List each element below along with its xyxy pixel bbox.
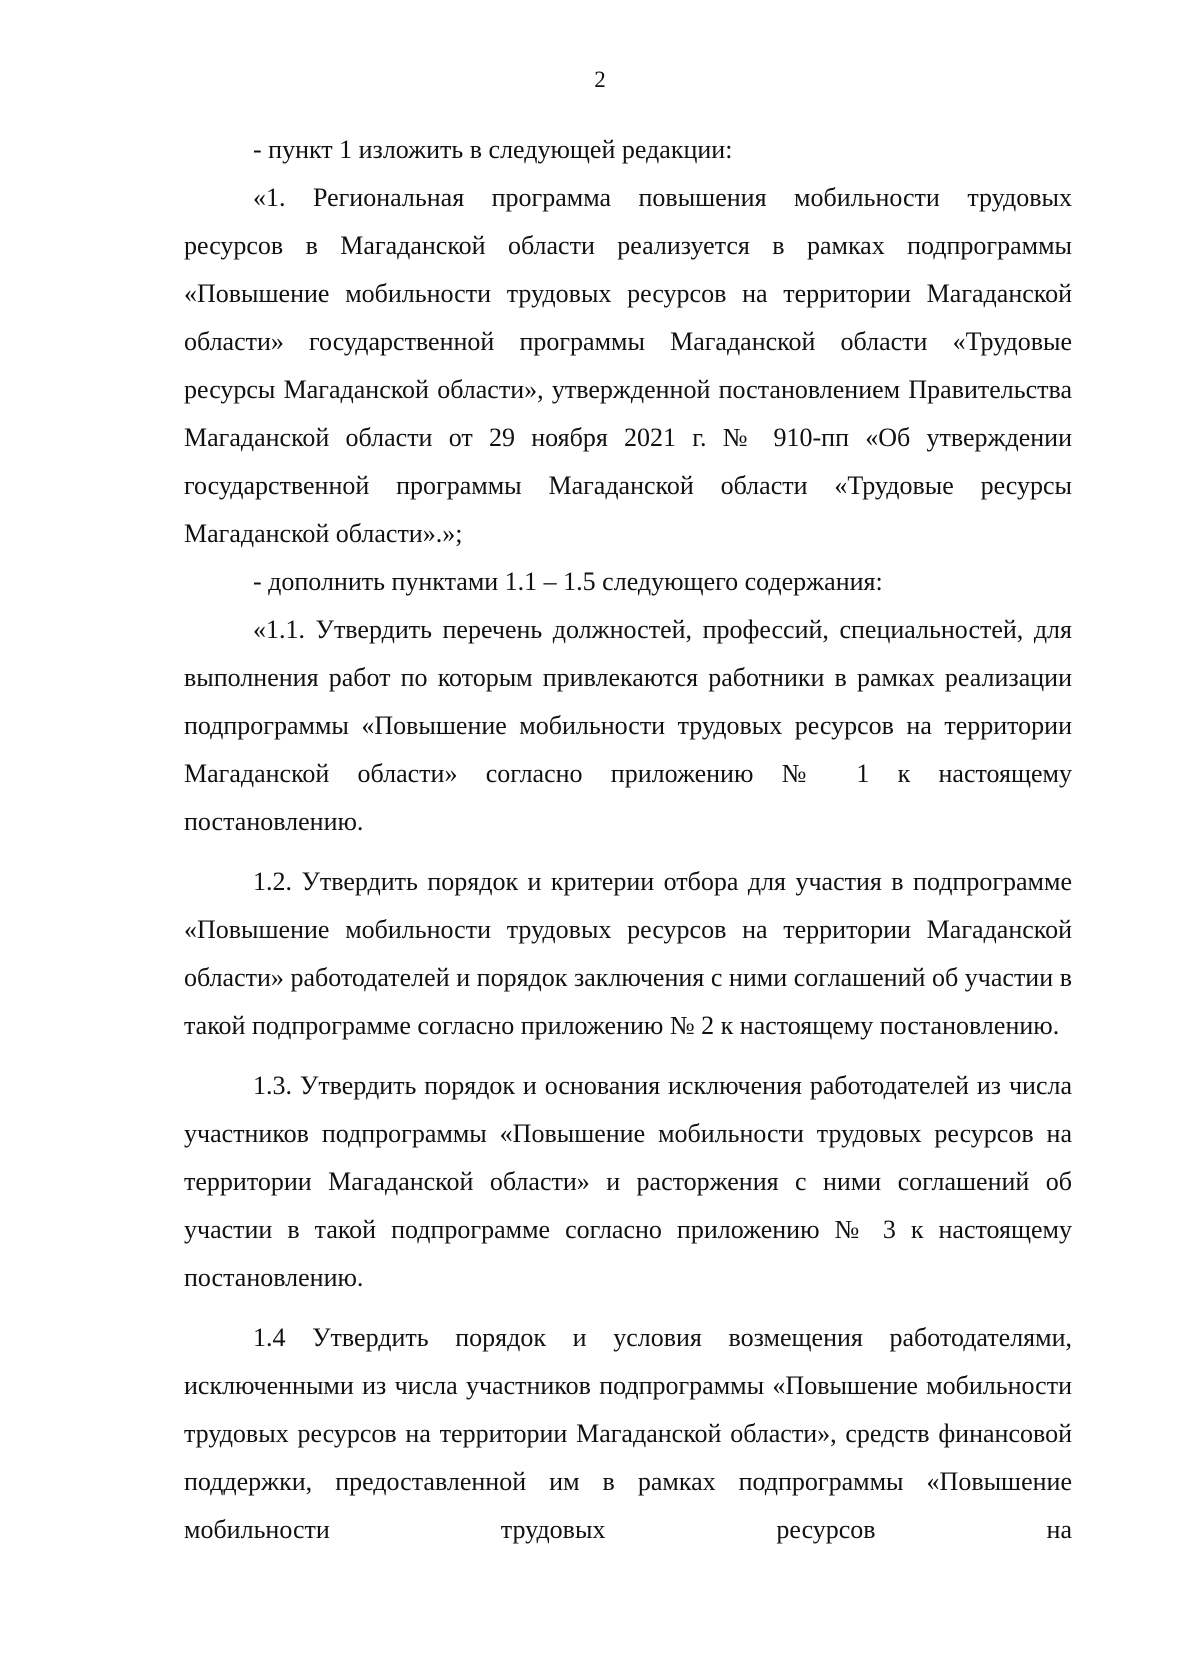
paragraph-regional-program: «1. Региональная программа повышения мобильности трудовых ресурсов в Магаданской области реализуется в рамках подпрограммы «Повышение мобильности трудовых ресурсов на территории Магаданской области» государственной программы Магаданской области «Трудовые ресурсы Магаданской области», утвержденной постановлением Правительства Магаданской области от 29 ноября 2021 г. № 910-пп «Об утверждении государственной программы Магаданской области «Трудовые ресурсы Магаданской области».»;: [184, 183, 1072, 548]
page-number: 2: [594, 67, 606, 92]
paragraph-1-4: 1.4 Утвердить порядок и условия возмещения работодателями, исключенными из числа участников подпрограммы «Повышение мобильности трудовых ресурсов на территории Магаданской области», средств финансовой поддержки, предоставленной им в рамках подпрограммы «Повышение мобильности трудовых ресурсов на: [184, 1323, 1072, 1544]
paragraph-1-2: 1.2. Утвердить порядок и критерии отбора для участия в подпрограмме «Повышение мобильности трудовых ресурсов на территории Магаданской области» работодателей и порядок заключения с ними соглашений об участии в такой подпрограмме согласно приложению № 2 к настоящему постановлению.: [184, 867, 1072, 1040]
paragraph-1-1: «1.1. Утвердить перечень должностей, профессий, специальностей, для выполнения работ по которым привлекаются работники в рамках реализации подпрограммы «Повышение мобильности трудовых ресурсов на территории Магаданской области» согласно приложению № 1 к настоящему постановлению.: [184, 615, 1072, 836]
document-body: [184, 126, 1072, 1554]
paragraph-item-1-wording: - пункт 1 изложить в следующей редакции:: [253, 135, 733, 164]
paragraph-1-3: 1.3. Утвердить порядок и основания исключения работодателей из числа участников подпрограммы «Повышение мобильности трудовых ресурсов на территории Магаданской области» и расторжения с ними соглашений об участии в такой подпрограмме согласно приложению № 3 к настоящему постановлению.: [184, 1071, 1072, 1292]
paragraph-add-items: - дополнить пунктами 1.1 – 1.5 следующего содержания:: [253, 567, 883, 596]
